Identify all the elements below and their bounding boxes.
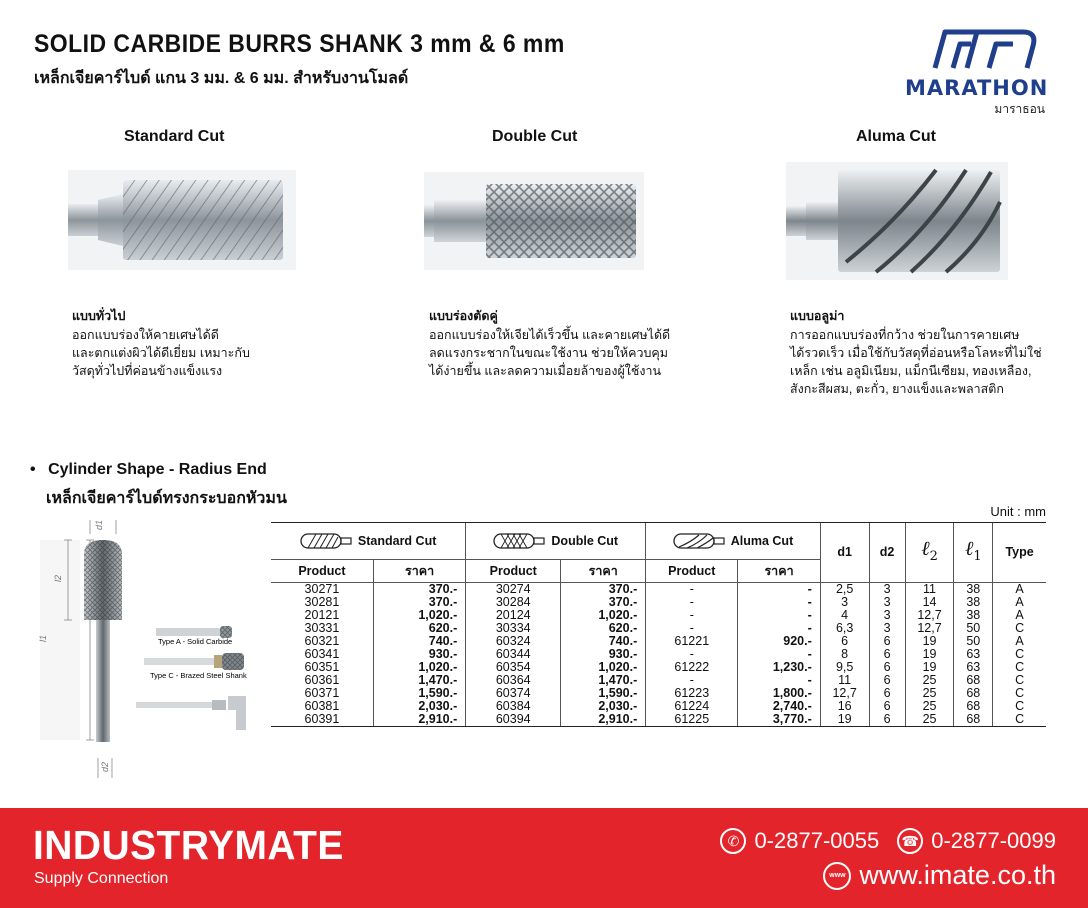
type-a-label: Type A - Solid Carbide — [158, 637, 233, 646]
l1-value: 68 — [954, 713, 993, 727]
desc-line: เหล็ก เช่น อลูมิเนียม, แม็กนีเซียม, ทองเหลือง, — [790, 364, 1032, 378]
l2-value: 14 — [905, 596, 954, 609]
l1-value: 38 — [954, 583, 993, 597]
l1-value: 50 — [954, 635, 993, 648]
l2-value: 11 — [905, 583, 954, 597]
l2-label: l2 — [53, 574, 63, 582]
section-title-thai: เหล็กเจียคาร์ไบด์ทรงกระบอกหัวมน — [46, 490, 287, 507]
double-product: 30274 — [466, 583, 561, 597]
l1-header-sub: 1 — [973, 549, 982, 564]
l1-value: 68 — [954, 700, 993, 713]
double-price: 1,470.- — [561, 674, 646, 687]
standard-cut-header — [271, 523, 466, 560]
standard-product: 60391 — [271, 713, 373, 727]
l2-value: 19 — [905, 661, 954, 674]
d1-value: 12,7 — [820, 687, 869, 700]
desc-line: ออกแบบร่องให้เจียได้เร็วขึ้น และคายเศษได้ดี — [429, 328, 671, 342]
desc-line: ได้ง่ายขึ้น และลดความเมื่อยล้าของผู้ใช้งาน — [429, 364, 662, 378]
d1-label: d1 — [94, 519, 104, 530]
aluma-product: 61221 — [646, 635, 738, 648]
double-price: 370.- — [561, 596, 646, 609]
marathon-logo — [905, 24, 1049, 116]
l2-value: 25 — [905, 700, 954, 713]
standard-price: 370.- — [373, 596, 465, 609]
d1-value: 11 — [820, 674, 869, 687]
desc-line: การออกแบบร่องที่กว้าง ช่วยในการคายเศษ — [790, 328, 1020, 342]
type-value: A — [993, 583, 1046, 597]
l2-value: 25 — [905, 713, 954, 727]
d1-value: 9,5 — [820, 661, 869, 674]
standard-product: 30281 — [304, 595, 340, 609]
phone-icon: ✆ — [720, 828, 746, 854]
product-header: Product — [646, 560, 738, 583]
standard-price: 1,590.- — [373, 687, 465, 700]
double-price: 2,030.- — [561, 700, 646, 713]
standard-product: 60361 — [304, 673, 340, 687]
aluma-product: 61224 — [646, 700, 738, 713]
cut-title-double: Double Cut — [492, 128, 578, 145]
d2-value: 6 — [869, 648, 905, 661]
standard-price: 740.- — [373, 635, 465, 648]
aluma-product: - — [646, 674, 738, 687]
page-subtitle: เหล็กเจียคาร์ไบด์ แกน 3 มม. & 6 มม. สำหรับงานโมลด์ — [34, 70, 409, 87]
standard-price: 1,020.- — [373, 661, 465, 674]
d1-value: 8 — [820, 648, 869, 661]
desc-line: วัสดุทั่วไปที่ค่อนข้างแข็งแรง — [72, 364, 223, 378]
d2-value: 3 — [869, 622, 905, 635]
double-price: 740.- — [561, 635, 646, 648]
aluma-price: 1,230.- — [738, 661, 820, 674]
aluma-price: - — [738, 674, 820, 687]
type-header: Type — [993, 523, 1046, 583]
aluma-cut-description — [790, 306, 1042, 398]
product-header: Product — [466, 560, 561, 583]
standard-cut-desc-title: แบบทั่วไป — [72, 309, 126, 323]
fax-icon: ☎ — [897, 828, 923, 854]
page-title: SOLID CARBIDE BURRS SHANK 3 mm & 6 mm — [34, 30, 565, 58]
aluma-price: - — [738, 609, 820, 622]
double-price: 930.- — [561, 648, 646, 661]
l1-value: 63 — [954, 648, 993, 661]
d2-label: d2 — [100, 761, 110, 772]
double-product: 30284 — [466, 596, 561, 609]
shank-drawing — [136, 696, 246, 730]
l1-header-symbol: ℓ — [964, 536, 974, 560]
phone-number[interactable]: 0-2877-0055 — [754, 828, 880, 853]
l2-value: 12,7 — [905, 622, 954, 635]
type-value: A — [993, 596, 1046, 609]
l2-header-symbol: ℓ — [921, 536, 930, 560]
double-product: 60394 — [466, 713, 561, 727]
type-c-drawing — [144, 653, 244, 670]
aluma-cut-header-label: Aluma Cut — [730, 533, 794, 548]
double-cut-description — [429, 306, 670, 380]
double-price: 1,590.- — [561, 687, 646, 700]
cut-title-aluma: Aluma Cut — [856, 128, 936, 145]
type-value: C — [993, 661, 1046, 674]
double-price: 620.- — [561, 622, 646, 635]
type-value: C — [993, 674, 1046, 687]
aluma-price: - — [738, 622, 820, 635]
standard-product: 20121 — [304, 608, 340, 622]
website-row — [823, 860, 1056, 891]
d1-value: 4 — [820, 609, 869, 622]
d2-value: 6 — [869, 635, 905, 648]
bullet-icon: • — [30, 461, 36, 478]
www-icon: www — [823, 862, 851, 890]
d2-value: 6 — [869, 661, 905, 674]
double-product: 60364 — [466, 674, 561, 687]
d2-value: 6 — [869, 687, 905, 700]
d1-value: 6,3 — [820, 622, 869, 635]
industrymate-brand: INDUSTRYMATE — [33, 822, 344, 868]
double-product: 60384 — [466, 700, 561, 713]
double-product: 30334 — [466, 622, 561, 635]
price-header: ราคา — [561, 560, 646, 583]
standard-product: 60371 — [304, 686, 340, 700]
double-cut-header — [466, 523, 646, 560]
type-value: A — [993, 609, 1046, 622]
standard-cut-icon — [300, 532, 352, 550]
double-product: 60354 — [466, 661, 561, 674]
standard-price: 930.- — [373, 648, 465, 661]
product-table — [271, 522, 1046, 727]
d1-value: 3 — [820, 596, 869, 609]
desc-line: ได้รวดเร็ว เมื่อใช้กับวัสดุที่อ่อนหรือโลหะที่ไม่ใช่ — [790, 346, 1042, 360]
l1-label: l1 — [38, 634, 48, 642]
l2-header-sub: 2 — [929, 549, 938, 564]
aluma-product: - — [646, 596, 738, 609]
aluma-price: 3,770.- — [738, 713, 820, 727]
type-c-label: Type C - Brazed Steel Shank — [150, 671, 247, 680]
aluma-price: 920.- — [738, 635, 820, 648]
aluma-cut-desc-title: แบบอลูม่า — [790, 309, 845, 323]
l2-header — [905, 523, 954, 583]
double-cut-burr-image — [424, 172, 644, 270]
standard-product: 60341 — [304, 647, 340, 661]
aluma-product: 61223 — [646, 687, 738, 700]
type-value: A — [993, 635, 1046, 648]
standard-product: 30331 — [304, 621, 340, 635]
standard-price: 1,020.- — [373, 609, 465, 622]
l2-value: 12,7 — [905, 609, 954, 622]
type-value: C — [993, 648, 1046, 661]
double-product: 60374 — [466, 687, 561, 700]
type-value: C — [993, 700, 1046, 713]
price-header: ราคา — [738, 560, 820, 583]
logo-thai-name: มาราธอน — [994, 102, 1045, 116]
d1-value: 2,5 — [820, 583, 869, 597]
aluma-product: 61225 — [646, 713, 738, 727]
aluma-price: - — [738, 583, 820, 597]
d1-value: 19 — [820, 713, 869, 727]
table-row — [271, 583, 1046, 597]
cut-title-standard: Standard Cut — [124, 128, 225, 145]
standard-price: 2,910.- — [373, 713, 465, 727]
double-price: 1,020.- — [561, 661, 646, 674]
aluma-cut-icon — [673, 532, 725, 550]
double-cut-icon — [493, 532, 545, 550]
double-price: 2,910.- — [561, 713, 646, 727]
standard-product: 60351 — [304, 660, 340, 674]
footer-banner — [0, 808, 1088, 908]
section-title: Cylinder Shape - Radius End — [48, 461, 267, 478]
l1-value: 63 — [954, 661, 993, 674]
product-header: Product — [271, 560, 373, 583]
standard-product: 30271 — [304, 582, 340, 596]
l2-value: 19 — [905, 648, 954, 661]
type-value: C — [993, 622, 1046, 635]
aluma-price: 2,740.- — [738, 700, 820, 713]
l1-value: 38 — [954, 609, 993, 622]
aluma-product: - — [646, 583, 738, 597]
standard-price: 2,030.- — [373, 700, 465, 713]
table-row — [271, 713, 1046, 727]
aluma-price: - — [738, 648, 820, 661]
desc-line: ออกแบบร่องให้คายเศษได้ดี — [72, 328, 219, 342]
dimension-diagram — [40, 510, 270, 790]
d2-value: 3 — [869, 583, 905, 597]
d2-value: 3 — [869, 609, 905, 622]
aluma-price: - — [738, 596, 820, 609]
type-value: C — [993, 713, 1046, 727]
aluma-cut-header — [646, 523, 821, 560]
standard-product: 60381 — [304, 699, 340, 713]
unit-label: Unit : mm — [990, 504, 1046, 519]
l1-header — [954, 523, 993, 583]
aluma-price: 1,800.- — [738, 687, 820, 700]
product-table-body — [271, 583, 1046, 727]
desc-line: สังกะสีผสม, ตะกั่ว, ยางแข็งและพลาสติก — [790, 382, 1004, 396]
d2-value: 6 — [869, 713, 905, 727]
d1-value: 16 — [820, 700, 869, 713]
double-cut-desc-title: แบบร่องตัดคู่ — [429, 309, 498, 323]
standard-price: 620.- — [373, 622, 465, 635]
l1-value: 50 — [954, 622, 993, 635]
double-product: 60344 — [466, 648, 561, 661]
double-price: 1,020.- — [561, 609, 646, 622]
d2-value: 3 — [869, 596, 905, 609]
double-cut-header-label: Double Cut — [551, 533, 619, 548]
aluma-cut-burr-image — [786, 162, 1008, 280]
l2-value: 25 — [905, 687, 954, 700]
type-value: C — [993, 687, 1046, 700]
aluma-product: - — [646, 648, 738, 661]
l2-value: 25 — [905, 674, 954, 687]
brand-tagline: Supply Connection — [34, 870, 169, 887]
l1-value: 68 — [954, 687, 993, 700]
l1-value: 68 — [954, 674, 993, 687]
desc-line: ลดแรงกระชากในขณะใช้งาน ช่วยให้ควบคุม — [429, 346, 669, 360]
desc-line: และตกแต่งผิวได้ดีเยี่ยม เหมาะกับ — [72, 346, 250, 360]
d2-value: 6 — [869, 700, 905, 713]
standard-cut-header-label: Standard Cut — [357, 533, 437, 548]
standard-product: 60321 — [304, 634, 340, 648]
standard-cut-burr-image — [68, 170, 296, 270]
website-link[interactable]: www.imate.co.th — [859, 860, 1056, 890]
d2-header: d2 — [869, 523, 905, 583]
l1-value: 38 — [954, 596, 993, 609]
marathon-logo-mark — [905, 24, 1045, 76]
double-price: 370.- — [561, 583, 646, 597]
aluma-product: - — [646, 609, 738, 622]
contact-numbers — [720, 828, 1056, 854]
standard-price: 1,470.- — [373, 674, 465, 687]
fax-number[interactable]: 0-2877-0099 — [931, 828, 1056, 853]
cylinder-burr-drawing — [40, 510, 270, 790]
price-header: ราคา — [373, 560, 465, 583]
section-heading — [30, 461, 267, 479]
double-product: 60324 — [466, 635, 561, 648]
aluma-product: - — [646, 622, 738, 635]
standard-price: 370.- — [373, 583, 465, 597]
d2-value: 6 — [869, 674, 905, 687]
d1-header: d1 — [820, 523, 869, 583]
standard-cut-description — [72, 306, 250, 380]
d1-value: 6 — [820, 635, 869, 648]
double-product: 20124 — [466, 609, 561, 622]
aluma-product: 61222 — [646, 661, 738, 674]
l2-value: 19 — [905, 635, 954, 648]
logo-wordmark: MARATHON — [905, 76, 1049, 100]
